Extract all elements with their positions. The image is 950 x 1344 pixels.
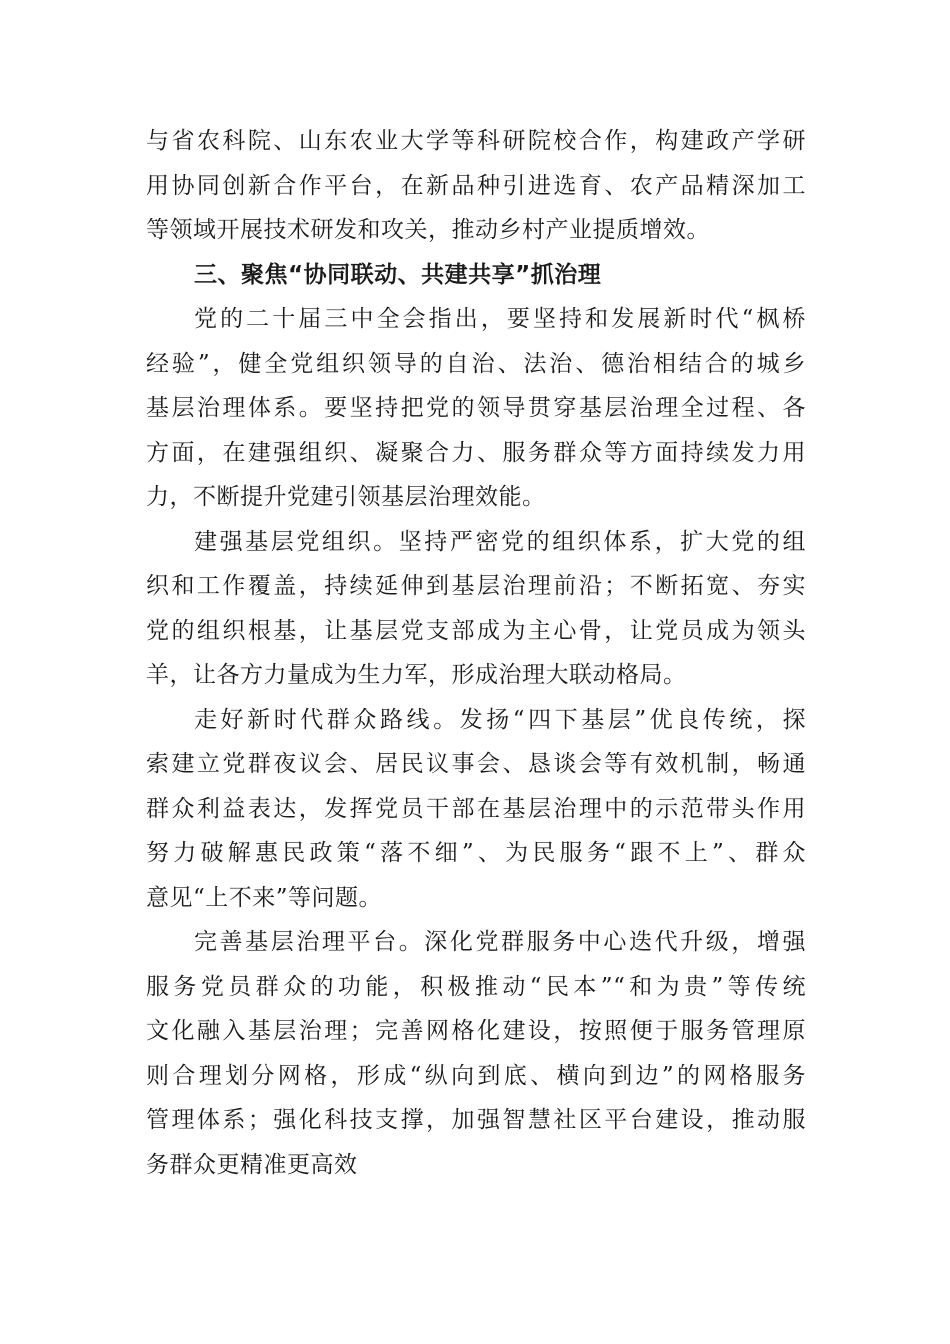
- text-line: 意见“上不来”等问题。: [146, 884, 383, 911]
- paragraph-1: [146, 297, 806, 520]
- text-line: 党的组织根基，让基层党支部成为主心骨，让党员成为领头: [146, 617, 806, 644]
- text-line: 基层治理体系。要坚持把党的领导贯穿基层治理全过程、各: [146, 395, 806, 421]
- text-line: 等领域开展技术研发和攻关，推动乡村产业提质增效。: [146, 217, 710, 243]
- text-line: 建强基层党组织。坚持严密党的组织体系，扩大党的组: [194, 528, 806, 555]
- text-line: 经验”，健全党组织领导的自治、法治、德治相结合的城乡: [146, 350, 806, 377]
- document-page: [146, 119, 806, 1187]
- text-line: 用协同创新合作平台，在新品种引进选育、农产品精深加工: [146, 172, 806, 199]
- text-line: 与省农科院、山东农业大学等科研院校合作，构建政产学研: [146, 128, 806, 154]
- text-line: 则合理划分网格，形成“纵向到底、横向到边”的网格服务: [146, 1062, 806, 1089]
- text-line: 力，不断提升党建引领基层治理效能。: [146, 484, 546, 510]
- text-line: 羊，让各方力量成为生力军，形成治理大联动格局。: [146, 662, 687, 688]
- text-line: 织和工作覆盖，持续延伸到基层治理前沿；不断拓宽、夯实: [146, 573, 806, 599]
- paragraph-2: [146, 520, 806, 698]
- paragraph-intro: [146, 119, 806, 253]
- section-heading: 三、聚焦“协同联动、共建共享”抓治理: [194, 261, 602, 288]
- paragraph-3: [146, 698, 806, 921]
- text-line: 管理体系；强化科技支撑，加强智慧社区平台建设，推动服: [146, 1107, 806, 1133]
- text-line: 文化融入基层治理；完善网格化建设，按照便于服务管理原: [146, 1018, 806, 1044]
- text-line: 索建立党群夜议会、居民议事会、恳谈会等有效机制，畅通: [146, 751, 806, 777]
- text-line: 服务党员群众的功能，积极推动“民本”“和为贵”等传统: [146, 973, 806, 1000]
- text-line: 群众利益表达，发挥党员干部在基层治理中的示范带头作用: [146, 795, 806, 822]
- text-line: 方面，在建强组织、凝聚合力、服务群众等方面持续发力用: [146, 439, 806, 466]
- text-line: 完善基层治理平台。深化党群服务中心迭代升级，增强: [194, 929, 806, 955]
- text-line: 努力破解惠民政策“落不细”、为民服务“跟不上”、群众: [146, 840, 806, 866]
- paragraph-4: [146, 920, 806, 1187]
- text-line: 走好新时代群众路线。发扬“四下基层”优良传统，探: [194, 706, 806, 733]
- text-line: 务群众更精准更高效: [146, 1151, 358, 1178]
- text-line: 党的二十届三中全会指出，要坚持和发展新时代“枫桥: [194, 306, 806, 332]
